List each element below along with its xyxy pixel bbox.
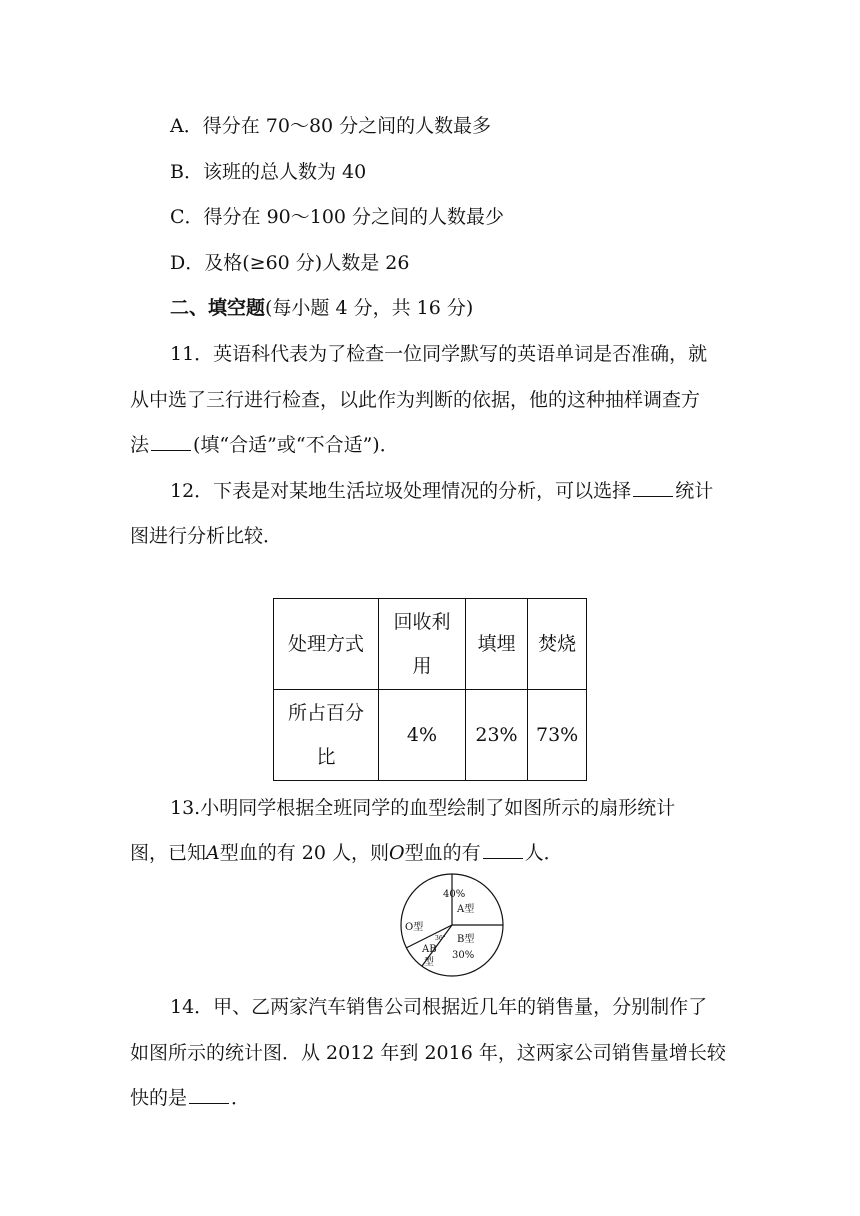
table-row-label: 所占百分 比 [274,690,379,781]
pie-a-percent: 40% [443,889,466,900]
option-b: B．该班的总人数为 40 [170,161,367,183]
q14-line2: 如图所示的统计图．从 2012 年到 2016 年，这两家公司销售量增长较 [130,1042,726,1064]
option-c: C．得分在 90～100 分之间的人数最少 [170,206,505,228]
q11-text-b: (填“合适”或“不合适”)． [193,434,399,456]
table-value-landfill: 23% [466,690,528,781]
q14-line3: 快的是 ． [130,1087,251,1109]
q14-answer-blank[interactable] [189,1102,229,1104]
pie-o-label: O型 [405,922,424,933]
table-value-recycle: 4% [379,690,466,781]
q11-line2: 从中选了三行进行检查，以此作为判断的依据，他的这种抽样调查方 [130,389,701,411]
pie-ab-label-1: AB [422,944,437,955]
q12-text-a: 12．下表是对某地生活垃圾处理情况的分析，可以选择 [170,480,632,502]
pie-b-label: B型 [457,934,475,945]
waste-table [273,598,587,781]
q12-text-b: 统计 [675,480,714,502]
q11-text-a: 法 [130,434,150,456]
option-a: A．得分在 70～80 分之间的人数最多 [170,115,492,137]
pie-ab-label-2: 型 [424,957,434,968]
q11-answer-blank[interactable] [151,449,191,451]
var-o: O [389,842,405,864]
table-col-recycle: 回收利 用 [379,599,466,690]
q13-line2: 图，已知A型血的有 20 人，则O型血的有 人． [130,842,563,864]
q12-answer-blank[interactable] [633,495,673,497]
table-header-label: 处理方式 [274,599,379,690]
pie-ab-angle: 36° [435,935,446,942]
pie-b-percent: 30% [452,950,475,961]
table-value-burn: 73% [528,690,587,781]
table-col-burn: 焚烧 [528,599,587,690]
table-col-landfill: 填埋 [466,599,528,690]
q12-line1 [170,482,713,501]
q14-line1: 14．甲、乙两家汽车销售公司根据近几年的销售量，分别制作了 [170,996,708,1018]
section-title: 二、填空题 [170,297,266,319]
q12-line2: 图进行分析比较． [130,525,283,547]
q13-line1: 13.小明同学根据全班同学的血型绘制了如图所示的扇形统计 [170,797,676,819]
q13-answer-blank[interactable] [483,857,523,859]
pie-a-label: A型 [457,904,475,915]
section-heading [170,299,473,318]
blood-type-pie-chart [397,870,507,980]
table-row [274,690,587,781]
q11-line3 [130,436,399,455]
q11-line1: 11．英语科代表为了检查一位同学默写的英语单词是否准确，就 [170,343,708,365]
option-d: D．及格(≥60 分)人数是 26 [170,252,410,274]
section-note: (每小题 4 分，共 16 分) [265,297,474,319]
table-row [274,599,587,690]
var-a: A [206,842,220,864]
